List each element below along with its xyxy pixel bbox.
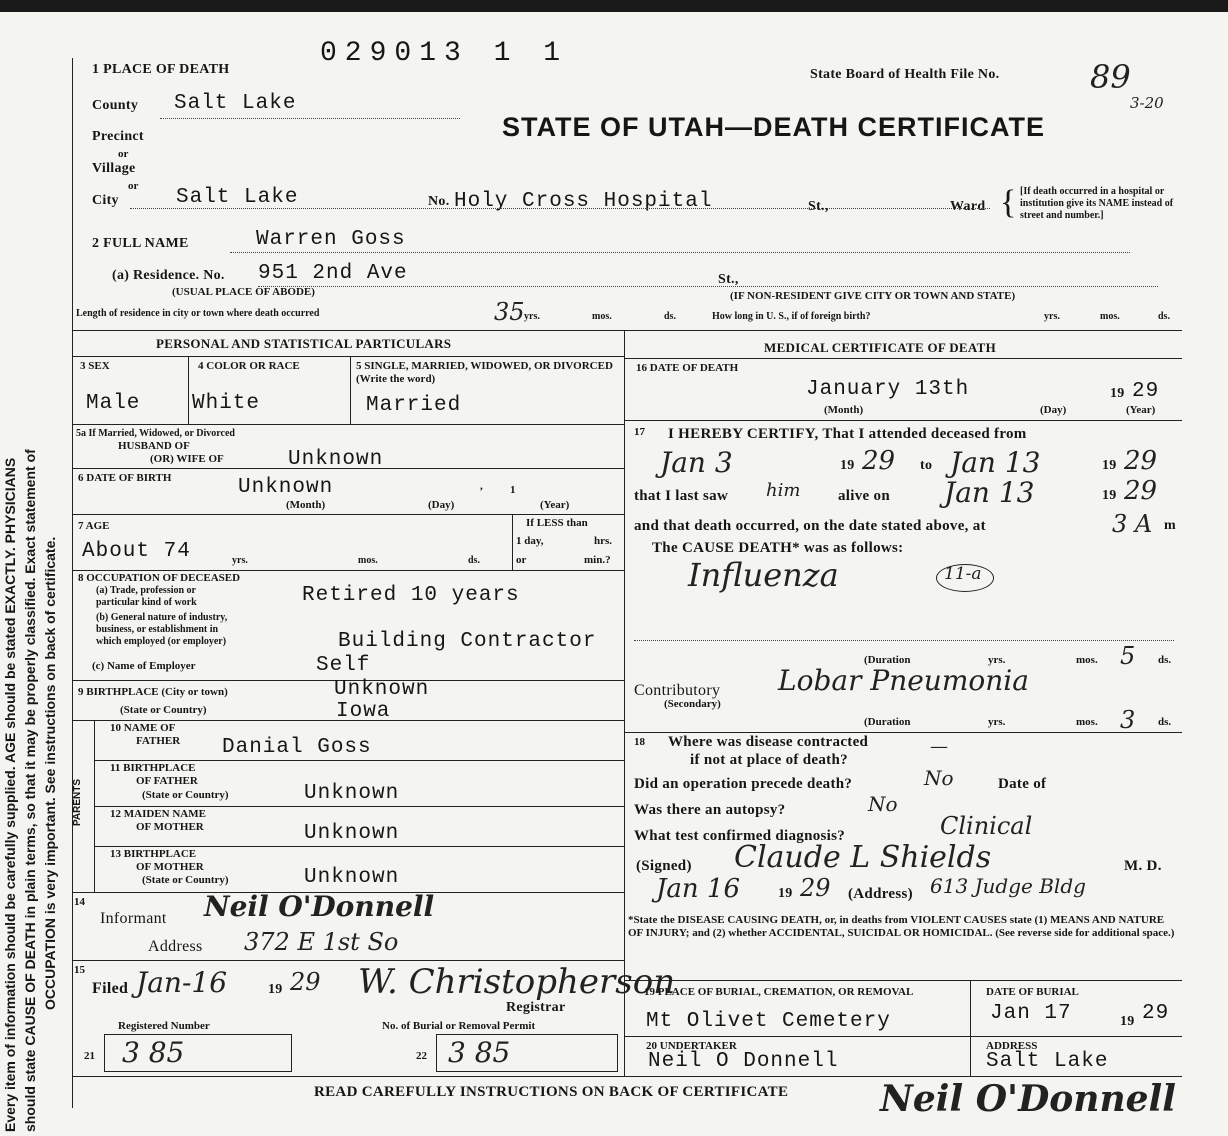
- fbirth-value: Unknown: [304, 782, 400, 805]
- side-instructions-2: should state CAUSE OF DEATH in plain terms, so that it may be properly classified. Exact statement of: [22, 449, 38, 1132]
- occ-b-label-2: business, or establishment in: [96, 624, 219, 635]
- mbirth-label-2: OF MOTHER: [136, 861, 204, 873]
- dob-day: (Day): [428, 499, 455, 511]
- occ-a-label-1: (a) Trade, profession or: [96, 585, 196, 596]
- burial-no-label: No. of Burial or Removal Permit: [382, 1020, 536, 1032]
- from-19: 19: [840, 458, 855, 473]
- dob-value: Unknown: [238, 476, 334, 499]
- field-17: 17: [634, 426, 645, 438]
- foreign-yrs: yrs.: [1044, 311, 1060, 322]
- registrar-label: Registrar: [506, 1000, 566, 1015]
- mother-label-1: 12 MAIDEN NAME: [110, 808, 206, 820]
- row-line-7: [72, 720, 624, 721]
- side-instructions-1: Every item of information should be carefully supplied. AGE should be stated EXACTLY. PHYSICIANS: [2, 457, 18, 1132]
- death-month: (Month): [824, 404, 864, 416]
- less-3b: min.?: [584, 554, 611, 566]
- informant-address-label: Address: [148, 938, 203, 955]
- sex-value: Male: [86, 392, 141, 415]
- und-address-value: Salt Lake: [986, 1050, 1109, 1073]
- occ-c-value: Self: [316, 654, 371, 677]
- reg-no-value: 3 85: [122, 1036, 185, 1069]
- med-line-2: [624, 420, 1182, 421]
- field-15: 15: [74, 964, 85, 976]
- dur-yrs: yrs.: [988, 654, 1006, 666]
- physician-signature: Claude L Shields: [734, 840, 992, 875]
- occ-b-label-3: which employed (or employer): [96, 636, 227, 647]
- age-label: 7 AGE: [78, 520, 110, 532]
- birthplace-state: Iowa: [336, 700, 391, 723]
- less-3: or: [516, 554, 527, 566]
- contracted-label-2: if not at place of death?: [690, 752, 848, 768]
- place-of-death-label: 1 PLACE OF DEATH: [92, 62, 230, 77]
- row-line-9: [94, 806, 624, 807]
- spouse-label-3: (OR) WIFE OF: [150, 453, 224, 465]
- informant-address: 372 E 1st So: [244, 928, 399, 956]
- death-day: (Day): [1040, 404, 1067, 416]
- sign-19: 19: [778, 886, 793, 901]
- mbirth-label-3: (State or Country): [142, 874, 229, 886]
- burial-19: 19: [1120, 1014, 1135, 1029]
- med-line-5: [624, 1036, 1182, 1037]
- dur-mos: mos.: [1076, 654, 1098, 666]
- autopsy-value: No: [868, 792, 898, 816]
- ward-note: [If death occurred in a hospital or institution give its NAME instead of street and number.]: [1020, 186, 1174, 221]
- foreign-ds: ds.: [1158, 311, 1170, 322]
- length-ds: ds.: [664, 311, 676, 322]
- brace-icon: {: [1000, 184, 1017, 221]
- alive-year: 29: [1124, 476, 1158, 506]
- field-22: 22: [416, 1050, 427, 1062]
- occupation-label: 8 OCCUPATION OF DECEASED: [78, 572, 241, 584]
- foreign-label: How long in U. S., if of foreign birth?: [712, 311, 871, 322]
- read-instructions: READ CAREFULLY INSTRUCTIONS ON BACK OF CERTIFICATE: [314, 1084, 789, 1100]
- village-label: Village: [92, 161, 136, 176]
- file-sub: 3-20: [1130, 94, 1164, 112]
- nonres-note: (IF NON-RESIDENT GIVE CITY OR TOWN AND STATE): [730, 290, 1016, 302]
- residence-line: [258, 286, 1158, 287]
- alive-label: alive on: [838, 488, 890, 504]
- full-name-label: 2 FULL NAME: [92, 236, 189, 251]
- hospital-value: Holy Cross Hospital: [454, 190, 713, 213]
- undertaker-value: Neil O Donnell: [648, 1050, 839, 1073]
- divider-bottom: [72, 1076, 1182, 1077]
- last-saw-label: that I last saw: [634, 488, 729, 504]
- col-div-2: [350, 356, 351, 424]
- autopsy-label: Was there an autopsy?: [634, 802, 786, 818]
- contracted-value: —: [930, 736, 948, 757]
- county-label: County: [92, 98, 139, 113]
- filed-year: 29: [290, 968, 321, 996]
- length-mos: mos.: [592, 311, 612, 322]
- county-line: [160, 118, 460, 119]
- row-line-1: [72, 356, 624, 357]
- row-line-8: [94, 760, 624, 761]
- sign-year: 29: [800, 874, 831, 902]
- col-div-3: [512, 514, 513, 570]
- spouse-label-1: 5a If Married, Widowed, or Divorced: [76, 428, 235, 439]
- residence-value: 951 2nd Ave: [258, 262, 408, 285]
- spouse-value: Unknown: [288, 448, 384, 471]
- sex-label: 3 SEX: [80, 360, 110, 372]
- name-line: [230, 252, 1130, 253]
- file-number: 89: [1090, 58, 1131, 96]
- abode-note: (USUAL PLACE OF ABODE): [172, 286, 315, 298]
- dob-month: (Month): [286, 499, 326, 511]
- age-ds: ds.: [468, 555, 480, 566]
- city-line: [130, 208, 990, 209]
- operation-label: Did an operation precede death?: [634, 776, 853, 792]
- row-line-5: [72, 570, 624, 571]
- med-line-3: [624, 732, 1182, 733]
- attend-from-date: Jan 3: [660, 446, 733, 479]
- duration-label: (Duration: [864, 654, 911, 666]
- occ-b-value: Building Contractor: [338, 630, 597, 653]
- age-mos: mos.: [358, 555, 378, 566]
- death-19: 19: [1110, 386, 1125, 401]
- county-value: Salt Lake: [174, 92, 297, 115]
- occ-a-value: Retired 10 years: [302, 584, 520, 607]
- dob-comma: ,: [480, 480, 483, 492]
- color-value: White: [192, 392, 261, 415]
- burial-place-label: 19 PLACE OF BURIAL, CREMATION, OR REMOVAL: [644, 986, 914, 998]
- to-19: 19: [1102, 458, 1117, 473]
- und-address-label: ADDRESS: [986, 1040, 1038, 1052]
- left-border: [72, 58, 73, 1108]
- test-label: What test confirmed diagnosis?: [634, 828, 846, 844]
- father-value: Danial Goss: [222, 736, 372, 759]
- full-name-value: Warren Goss: [256, 228, 406, 251]
- mother-value: Unknown: [304, 822, 400, 845]
- cause-label: The CAUSE DEATH* was as follows:: [652, 540, 904, 556]
- operation-value: No: [924, 766, 954, 790]
- reg-no-label: Registered Number: [118, 1020, 210, 1032]
- field-18: 18: [634, 736, 645, 748]
- length-yrs-value: 35: [494, 298, 525, 326]
- death-year-label: (Year): [1126, 404, 1156, 416]
- length-yrs: yrs.: [524, 311, 540, 322]
- father-label-1: 10 NAME OF: [110, 722, 176, 734]
- filed-date: Jan-16: [136, 966, 228, 999]
- side-instructions-3: OCCUPATION is very important. See instructions on back of certificate.: [42, 536, 58, 1010]
- death-date-label: 16 DATE OF DEATH: [636, 362, 739, 374]
- marital-value: Married: [366, 394, 462, 417]
- physician-address: 613 Judge Bldg: [930, 874, 1086, 898]
- attend-to-date: Jan 13: [950, 446, 1041, 479]
- foreign-mos: mos.: [1100, 311, 1120, 322]
- contributory-label: Contributory: [634, 682, 721, 699]
- time-value: 3 A: [1112, 510, 1153, 538]
- birthplace-state-label: (State or Country): [120, 704, 207, 716]
- burial-col-div: [970, 980, 971, 1076]
- from-year: 29: [862, 446, 896, 476]
- birthplace-label: 9 BIRTHPLACE (City or town): [78, 686, 228, 698]
- occurred-label: and that death occurred, on the date stated above, at: [634, 518, 986, 534]
- less-2b: hrs.: [594, 535, 613, 547]
- contributory-value: Lobar Pneumonia: [778, 664, 1029, 697]
- cause-line: [634, 640, 1174, 641]
- city-label: City: [92, 193, 119, 208]
- occ-c-label: (c) Name of Employer: [92, 660, 196, 672]
- fbirth-label-1: 11 BIRTHPLACE: [110, 762, 196, 774]
- dur2-mos: mos.: [1076, 716, 1098, 728]
- length-label: Length of residence in city or town where death occurred: [76, 308, 320, 319]
- alive-19: 19: [1102, 488, 1117, 503]
- row-line-12: [72, 960, 624, 961]
- residence-label: (a) Residence. No.: [112, 268, 225, 283]
- burial-year: 29: [1142, 1002, 1170, 1025]
- cause-code: 11-a: [944, 564, 982, 584]
- less-1: If LESS than: [526, 517, 588, 529]
- ward-label: Ward: [950, 199, 986, 214]
- dur2-ds: ds.: [1158, 716, 1172, 728]
- registrar-signature: W. Christopherson: [358, 962, 676, 1002]
- time-m: m: [1164, 518, 1176, 533]
- informant-signature: Neil O'Donnell: [204, 890, 435, 923]
- sign-date: Jan 16: [656, 874, 741, 904]
- test-value: Clinical: [940, 812, 1033, 840]
- alive-date: Jan 13: [944, 476, 1035, 509]
- marital-label: 5 SINGLE, MARRIED, WIDOWED, OR DIVORCED (Write the word): [356, 360, 613, 385]
- footer-signature: Neil O'Donnell: [880, 1078, 1176, 1120]
- fbirth-label-2: OF FATHER: [136, 775, 198, 787]
- occ-b-label-1: (b) General nature of industry,: [96, 612, 228, 623]
- field-21: 21: [84, 1050, 95, 1062]
- personal-heading: PERSONAL AND STATISTICAL PARTICULARS: [156, 336, 452, 351]
- mbirth-value: Unknown: [304, 866, 400, 889]
- fbirth-label-3: (State or Country): [142, 789, 229, 801]
- row-line-10: [94, 846, 624, 847]
- dur-ds: ds.: [1158, 654, 1172, 666]
- duration2-label: (Duration: [864, 716, 911, 728]
- dob-one: 1: [510, 484, 516, 496]
- burial-date-label: DATE OF BURIAL: [986, 986, 1079, 998]
- father-label-2: FATHER: [136, 735, 181, 747]
- signed-label: (Signed): [636, 858, 692, 874]
- dob-year: (Year): [540, 499, 570, 511]
- row-line-3: [72, 468, 624, 469]
- dur2-yrs: yrs.: [988, 716, 1006, 728]
- file-label: State Board of Health File No.: [810, 67, 1000, 82]
- burial-date-value: Jan 17: [990, 1002, 1072, 1025]
- filed-label: Filed: [92, 980, 129, 997]
- dur2-mos-value: 3: [1120, 706, 1136, 734]
- age-value: About 74: [82, 540, 191, 563]
- scan-edge: [0, 0, 1228, 12]
- age-yrs: yrs.: [232, 555, 248, 566]
- contributory-sub: (Secondary): [664, 698, 721, 710]
- occ-a-label-2: particular kind of work: [96, 597, 197, 608]
- burial-place-value: Mt Olivet Cemetery: [646, 1010, 891, 1033]
- med-line-4: [624, 980, 1182, 981]
- physician-address-label: (Address): [848, 886, 913, 902]
- certify-text: I HEREBY CERTIFY, That I attended deceased from: [668, 426, 1027, 442]
- to-year: 29: [1124, 446, 1158, 476]
- field-14: 14: [74, 896, 85, 908]
- undertaker-label: 20 UNDERTAKER: [646, 1040, 737, 1052]
- cause-note: *State the DISEASE CAUSING DEATH, or, in deaths from VIOLENT CAUSES state (1) MEANS AND NATURE OF INJURY; and (2) whether ACCIDENTAL, SUICIDAL OR HOMICIDAL. (See reverse side for additional space.): [628, 914, 1175, 939]
- death-year: 29: [1132, 380, 1160, 403]
- date-of-label: Date of: [998, 776, 1047, 792]
- city-value: Salt Lake: [176, 186, 299, 209]
- parents-label: PARENTS: [72, 778, 83, 826]
- mbirth-label-1: 13 BIRTHPLACE: [110, 848, 197, 860]
- row-line-4: [72, 514, 624, 515]
- st-label: St.,: [808, 199, 829, 214]
- col-div-1: [188, 356, 189, 424]
- serial-number: 029013 1 1: [320, 38, 569, 69]
- last-saw-him: him: [766, 480, 801, 501]
- color-label: 4 COLOR OR RACE: [198, 360, 300, 372]
- med-line-1: [624, 358, 1182, 359]
- informant-label: Informant: [100, 910, 167, 927]
- row-line-2: [72, 424, 624, 425]
- no-label: No.: [428, 194, 450, 209]
- precinct-label: Precinct: [92, 129, 144, 144]
- mother-label-2: OF MOTHER: [136, 821, 204, 833]
- or-1: or: [118, 148, 129, 160]
- dob-label: 6 DATE OF BIRTH: [78, 472, 172, 484]
- divider-top: [72, 330, 1182, 331]
- to-label: to: [920, 458, 933, 473]
- md-label: M. D.: [1124, 858, 1162, 874]
- filed-19: 19: [268, 982, 283, 997]
- dur-mos-value: 5: [1120, 642, 1136, 670]
- burial-no-value: 3 85: [448, 1036, 511, 1069]
- or-2: or: [128, 180, 139, 192]
- contracted-label-1: Where was disease contracted: [668, 734, 869, 750]
- cause-value: Influenza: [688, 556, 839, 594]
- death-date-value: January 13th: [806, 378, 970, 401]
- certificate-title: STATE OF UTAH—DEATH CERTIFICATE: [502, 112, 1045, 142]
- residence-st-label: St.,: [718, 272, 739, 287]
- birthplace-city: Unknown: [334, 678, 430, 701]
- medical-heading: MEDICAL CERTIFICATE OF DEATH: [764, 340, 996, 355]
- less-2: 1 day,: [516, 535, 544, 547]
- spouse-label-2: HUSBAND OF: [118, 440, 190, 452]
